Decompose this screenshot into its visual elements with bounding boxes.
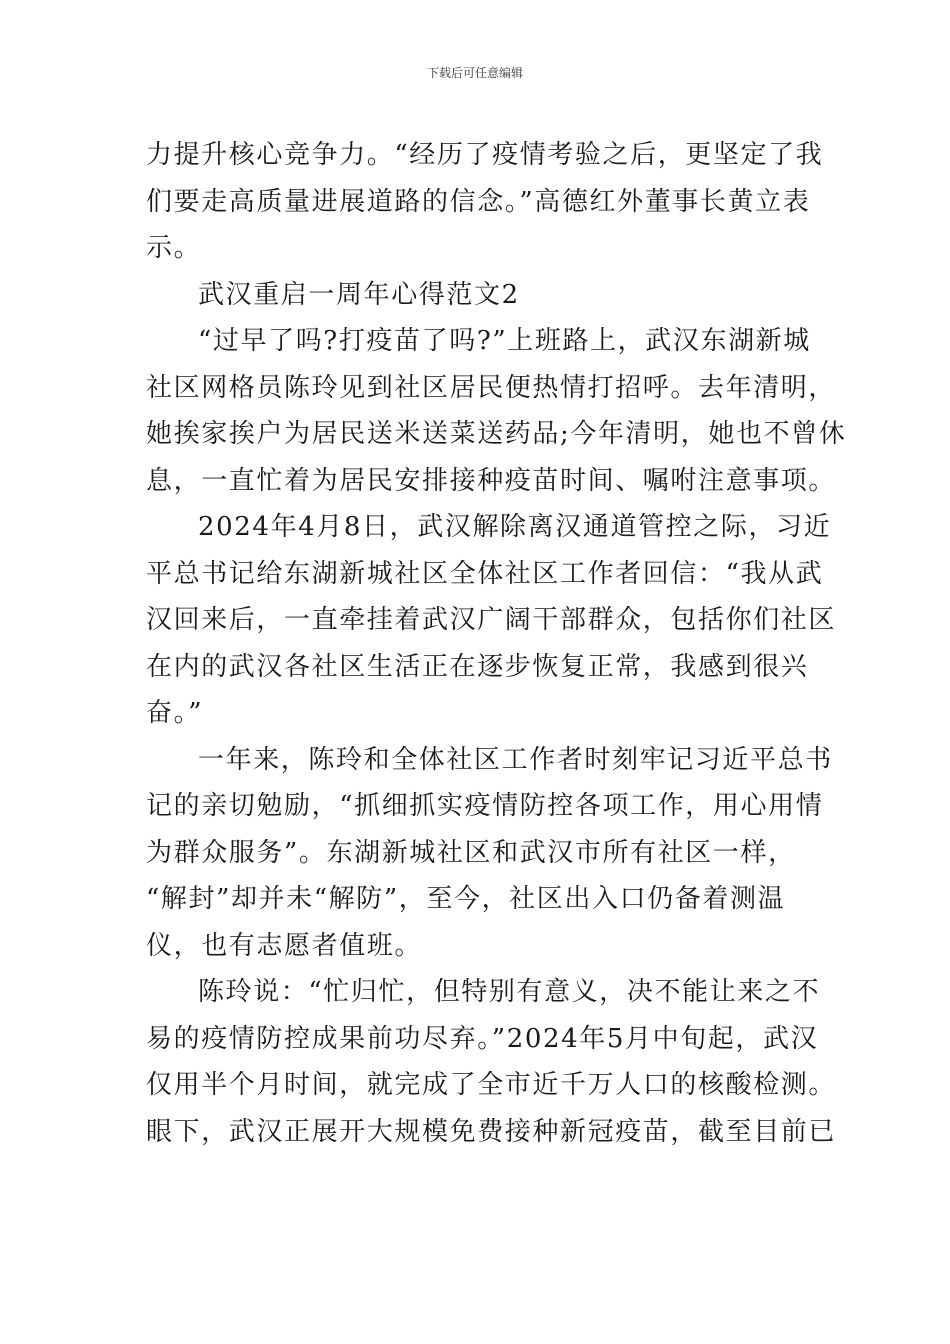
text-line: 一年来，陈玲和全体社区工作者时刻牢记习近平总书 xyxy=(198,744,833,775)
text-line: 仪，也有志愿者值班。 xyxy=(146,930,423,961)
text-line: 汉回来后，一直牵挂着武汉广阔干部群众，包括你们社区 xyxy=(146,605,837,635)
text-line: 在内的武汉各社区生活正在逐步恢复正常，我感到很兴 xyxy=(146,651,809,682)
text-line: 仅用半个月时间，就完成了全市近千万人口的核酸检测。 xyxy=(146,1070,837,1100)
text-line: 示。 xyxy=(146,233,202,263)
text-line: “解封”却并未“解防”，至今，社区出入口仍备着测温 xyxy=(146,884,786,914)
text-line: 她挨家挨户为居民送米送菜送药品;今年清明，她也不曾休 xyxy=(146,419,847,449)
text-line: 奋。” xyxy=(146,698,204,728)
text-line: 眼下，武汉正展开大规模免费接种新冠疫苗，截至目前已 xyxy=(146,1116,837,1147)
text-line: 们要走高质量进展道路的信念。”高德红外董事长黄立表 xyxy=(146,186,811,217)
text-line: 社区网格员陈玲见到社区居民便热情打招呼。去年清明， xyxy=(146,372,837,403)
text-line: 易的疫情防控成果前功尽弃。”2024年5月中旬起，武汉 xyxy=(146,1023,819,1054)
text-line: 记的亲切勉励，“抓细抓实疫情防控各项工作，用心用情 xyxy=(146,791,824,821)
text-line: 陈玲说：“忙归忙，但特别有意义，决不能让来之不 xyxy=(198,977,821,1007)
text-line: 2024年4月8日，武汉解除离汉通道管控之际，习近 xyxy=(198,512,832,542)
text-line: 为群众服务”。东湖新城社区和武汉市所有社区一样， xyxy=(146,837,796,868)
text-line: 息，一直忙着为居民安排接种疫苗时间、嘱咐注意事项。 xyxy=(146,465,837,496)
document-body xyxy=(146,132,847,1155)
text-line: 平总书记给东湖新城社区全体社区工作者回信：“我从武 xyxy=(146,558,824,589)
text-line: 武汉重启一周年心得范文2 xyxy=(198,279,520,310)
text-line: 力提升核心竞争力。“经历了疫情考验之后，更坚定了我 xyxy=(146,140,824,170)
text-line: “过早了吗?打疫苗了吗?”上班路上，武汉东湖新城 xyxy=(198,326,811,356)
page-header: 下载后可任意编辑 xyxy=(426,66,523,80)
